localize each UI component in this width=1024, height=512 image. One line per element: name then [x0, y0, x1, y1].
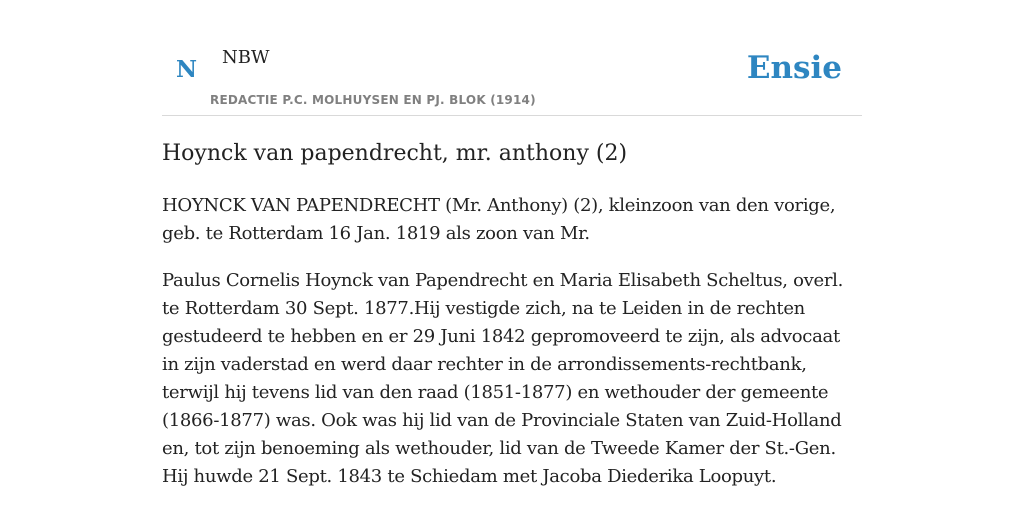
article-paragraph: Paulus Cornelis Hoynck van Papendrecht en Maria Elisabeth Scheltus, overl. te Rotterdam 30 Sept. 1877.Hij vestigde zich, na te Leiden in de rechten gestudeerd te hebben en er 29 Juni 1842 gepromoveerd te zijn, als advocaat in zijn vaderstad en werd daar rechter in de arrondissements-rechtbank, terwijl hij tevens lid van den raad (1851-1877) en wethouder der gemeente (1866-1877) was. Ook was hij lid van de Provinciale Staten van Zuid-Holland en, tot zijn benoeming als wethouder, lid van de Tweede Kamer der St.-Gen. Hij huwde 21 Sept. 1843 te Schiedam met Jacoba Diederika Loopuyt.: [162, 270, 844, 487]
source-title[interactable]: NBW: [222, 47, 270, 68]
source-header: [162, 40, 862, 116]
article-title: Hoynck van papendrecht, mr. anthony (2): [162, 141, 628, 166]
source-logo[interactable]: N: [176, 56, 198, 83]
source-subtitle: REDACTIE P.C. MOLHUYSEN EN PJ. BLOK (1914): [210, 93, 536, 107]
brand-logo-link[interactable]: Ensie: [746, 50, 842, 86]
article-paragraph: HOYNCK VAN PAPENDRECHT (Mr. Anthony) (2), kleinzoon van den vorige, geb. te Rotterdam 16 Jan. 1819 als zoon van Mr.: [162, 195, 836, 244]
